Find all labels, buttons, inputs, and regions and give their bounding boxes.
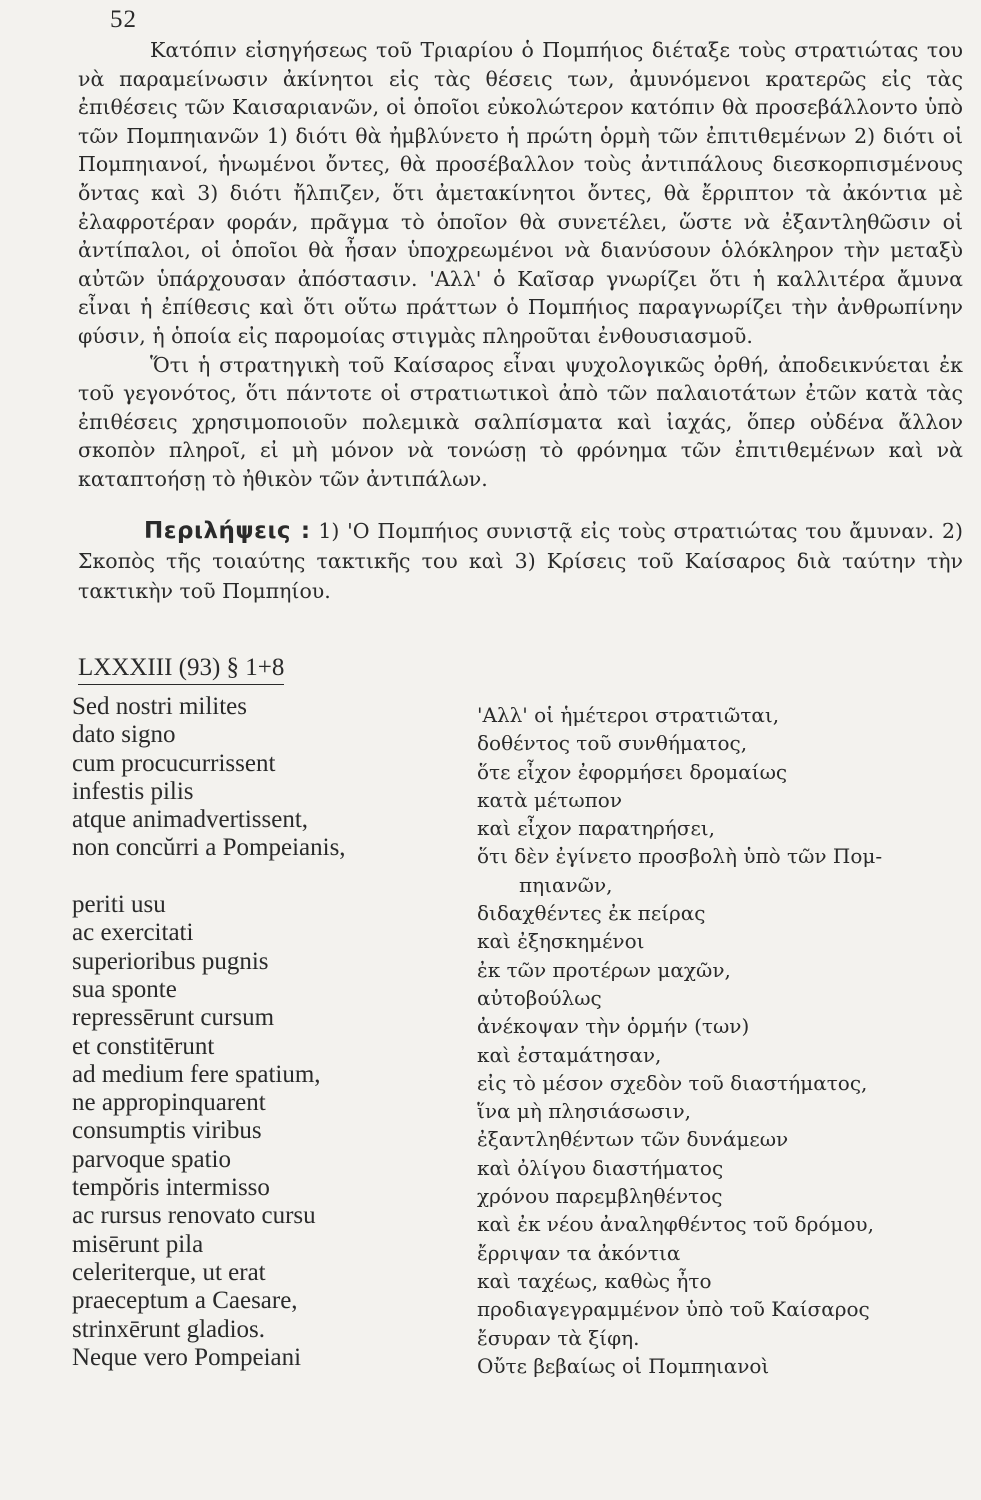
parallel-text <box>72 693 967 1380</box>
latin-line: tempŏris intermisso <box>72 1174 270 1202</box>
latin-line: celeriterque, ut erat <box>72 1258 266 1286</box>
greek-line: δοθέντος τοῦ συνθήματος, <box>477 731 748 756</box>
greek-line: διδαχθέντες ἐκ πείρας <box>477 901 706 926</box>
latin-line: ad medium fere spatium, <box>72 1060 321 1088</box>
latin-line: parvoque spatio <box>72 1145 231 1173</box>
commentary-section <box>78 36 963 685</box>
greek-line: ἔσυραν τὰ ξίφη. <box>477 1325 640 1350</box>
greek-line: καὶ ταχέως, καθὼς ἦτο <box>477 1268 712 1293</box>
greek-line: ἐξαντληθέντων τῶν δυνάμεων <box>477 1127 789 1152</box>
greek-line: καὶ ἐσταμάτησαν, <box>477 1042 662 1067</box>
latin-line <box>72 863 477 891</box>
commentary-paragraph-1: Κατόπιν εἰσηγήσεως τοῦ Τριαρίου ὁ Πομπήιος διέταξε τοὺς στρατιώτας του νὰ παραμείνωσιν ἀκίνητοι εἰς τὰς θέσεις των, ἀμυνόμενοι κρατερῶς εἰς τὰς ἐπιθέσεις τῶν Καισαριανῶν, οἱ ὁποῖοι εὐκολώτερον κατόπιν θὰ προσεβάλλοντο ὑπὸ τῶν Πομπηιανῶν 1) διότι θὰ ἠμβλύνετο ἡ πρώτη ὁρμὴ τῶν ἐπιτιθεμένων 2) διότι οἱ Πομπηιανοί, ἡνωμένοι ὄντες, θὰ προσέβαλλον τοὺς ἀντιπάλους διεσκορπισμένους ὄντας καὶ 3) διότι ἤλπιζεν, ὅτι ἀμετακίνητοι ὄντες, θὰ ἔρριπτον τὰ ἀκόντια μὲ ἐλαφροτέραν φοράν, πρᾶγμα τὸ ὁποῖον θὰ συνετέλει, ὥστε νὰ ἐξαντληθῶσιν οἱ ἀντίπαλοι, οἱ ὁποῖοι θὰ ἦσαν ὑποχρεωμένοι νὰ διανύσουν ὁλόκληρον τὴν μεταξὺ αὐτῶν ὑπάρχουσαν ἀπόστασιν. 'Αλλ' ὁ Καῖσαρ γνωρίζει ὅτι ἡ καλλιτέρα ἄμυνα εἶναι ἡ ἐπίθεσις καὶ ὅτι οὕτω πράττων ὁ Πομπήιος παραγνωρίζει τὴν ἀνθρωπίνην φύσιν, ἡ ὁποία εἰς παρομοίας στιγμὰς πληροῦται ἐνθουσιασμοῦ. <box>78 38 963 348</box>
commentary-paragraph-2: Ὅτι ἡ στρατηγικὴ τοῦ Καίσαρος εἶναι ψυχολογικῶς ὀρθή, ἀποδεικνύεται ἐκ τοῦ γεγονότος, ὅτι πάντοτε οἱ στρατιωτικοὶ ἀπὸ τῶν παλαιοτάτων ἐτῶν κατὰ τὰς ἐπιθέσεις χρησιμοποιοῦν πολεμικὰ σαλπίσματα καὶ ἰαχάς, ὅπερ οὐδένα ἄλλον σκοπὸν πληροῖ, εἰ μὴ μόνον νὰ τονώσῃ τὸ φρόνημα τῶν ἐπιτιθεμένων καὶ νὰ καταπτοήσῃ τὸ ἠθικὸν τῶν ἀντιπάλων. <box>78 352 963 491</box>
latin-column <box>72 693 477 1380</box>
greek-line: ἀνέκοψαν τὴν ὁρμήν (των) <box>477 1014 750 1039</box>
latin-line: et constitērunt <box>72 1032 215 1060</box>
greek-line: χρόνου παρεμβληθέντος <box>477 1184 723 1209</box>
latin-line: non concŭrri a Pompeianis, <box>72 834 346 862</box>
latin-line: superioribus pugnis <box>72 947 269 975</box>
latin-line: dato signo <box>72 721 176 749</box>
latin-line: consumptis viribus <box>72 1117 262 1145</box>
latin-line: ac exercitati <box>72 919 194 947</box>
greek-line: καὶ ἐξησκημένοι <box>477 929 645 954</box>
latin-line: periti usu <box>72 891 166 919</box>
greek-column <box>477 693 967 1380</box>
greek-line: ἵνα μὴ πλησιάσωσιν, <box>477 1099 691 1124</box>
greek-line: ὅτι δὲν ἐγίνετο προσβολὴ ὑπὸ τῶν Πομ- <box>477 844 883 869</box>
greek-line: ἔρριψαν τα ἀκόντια <box>477 1240 681 1265</box>
latin-line: infestis pilis <box>72 777 194 805</box>
section-reference: LXXXIII (93) § 1+8 <box>78 654 284 685</box>
latin-line: repressērunt cursum <box>72 1004 275 1032</box>
latin-line: sua sponte <box>72 975 177 1003</box>
greek-line: εἰς τὸ μέσον σχεδὸν τοῦ διαστήματος, <box>477 1070 868 1095</box>
greek-line: 'Αλλ' οἱ ἡμέτεροι στρατιῶται, <box>477 703 780 727</box>
summary-paragraph <box>78 516 963 606</box>
greek-line: προδιαγεγραμμένον ὑπὸ τοῦ Καίσαρος <box>477 1297 870 1322</box>
latin-line: cum procucurrissent <box>72 749 276 777</box>
latin-line: strinxērunt gladios. <box>72 1315 266 1343</box>
latin-line: ne appropinquarent <box>72 1089 266 1117</box>
greek-line: ἐκ τῶν προτέρων μαχῶν, <box>477 957 731 982</box>
latin-line: praeceptum a Caesare, <box>72 1287 298 1315</box>
page-number: 52 <box>110 6 137 33</box>
greek-line: αὐτοβούλως <box>477 985 602 1010</box>
latin-line: misērunt pila <box>72 1230 204 1258</box>
latin-line: ac rursus renovato cursu <box>72 1202 316 1230</box>
latin-line: Sed nostri milites <box>72 693 247 720</box>
greek-line: ὅτε εἶχον ἐφορμήσει δρομαίως <box>477 759 788 784</box>
greek-line: κατὰ μέτωπον <box>477 787 623 812</box>
greek-line: πηιανῶν, <box>519 872 613 897</box>
greek-line: καὶ εἶχον παρατηρήσει, <box>477 816 715 841</box>
greek-line: καὶ ὀλίγου διαστήματος <box>477 1155 724 1180</box>
summary-text: 1) 'Ο Πομπήιος συνιστᾷ εἰς τοὺς στρατιώτας του ἄμυναν. 2) Σκοπὸς τῆς τοιαύτης τακτικῆς του καὶ 3) Κρίσεις τοῦ Καίσαρος διὰ ταύτην τὴν τακτικὴν τοῦ Πομπηίου. <box>78 518 963 603</box>
summary-label: Περιλήψεις : <box>144 517 311 544</box>
latin-line: atque animadvertissent, <box>72 806 309 834</box>
greek-line: καὶ ἐκ νέου ἀναληφθέντος τοῦ δρόμου, <box>477 1212 874 1237</box>
latin-line: Neque vero Pompeiani <box>72 1343 302 1371</box>
greek-line: Οὔτε βεβαίως οἱ Πομπηιανοὶ <box>477 1353 770 1378</box>
